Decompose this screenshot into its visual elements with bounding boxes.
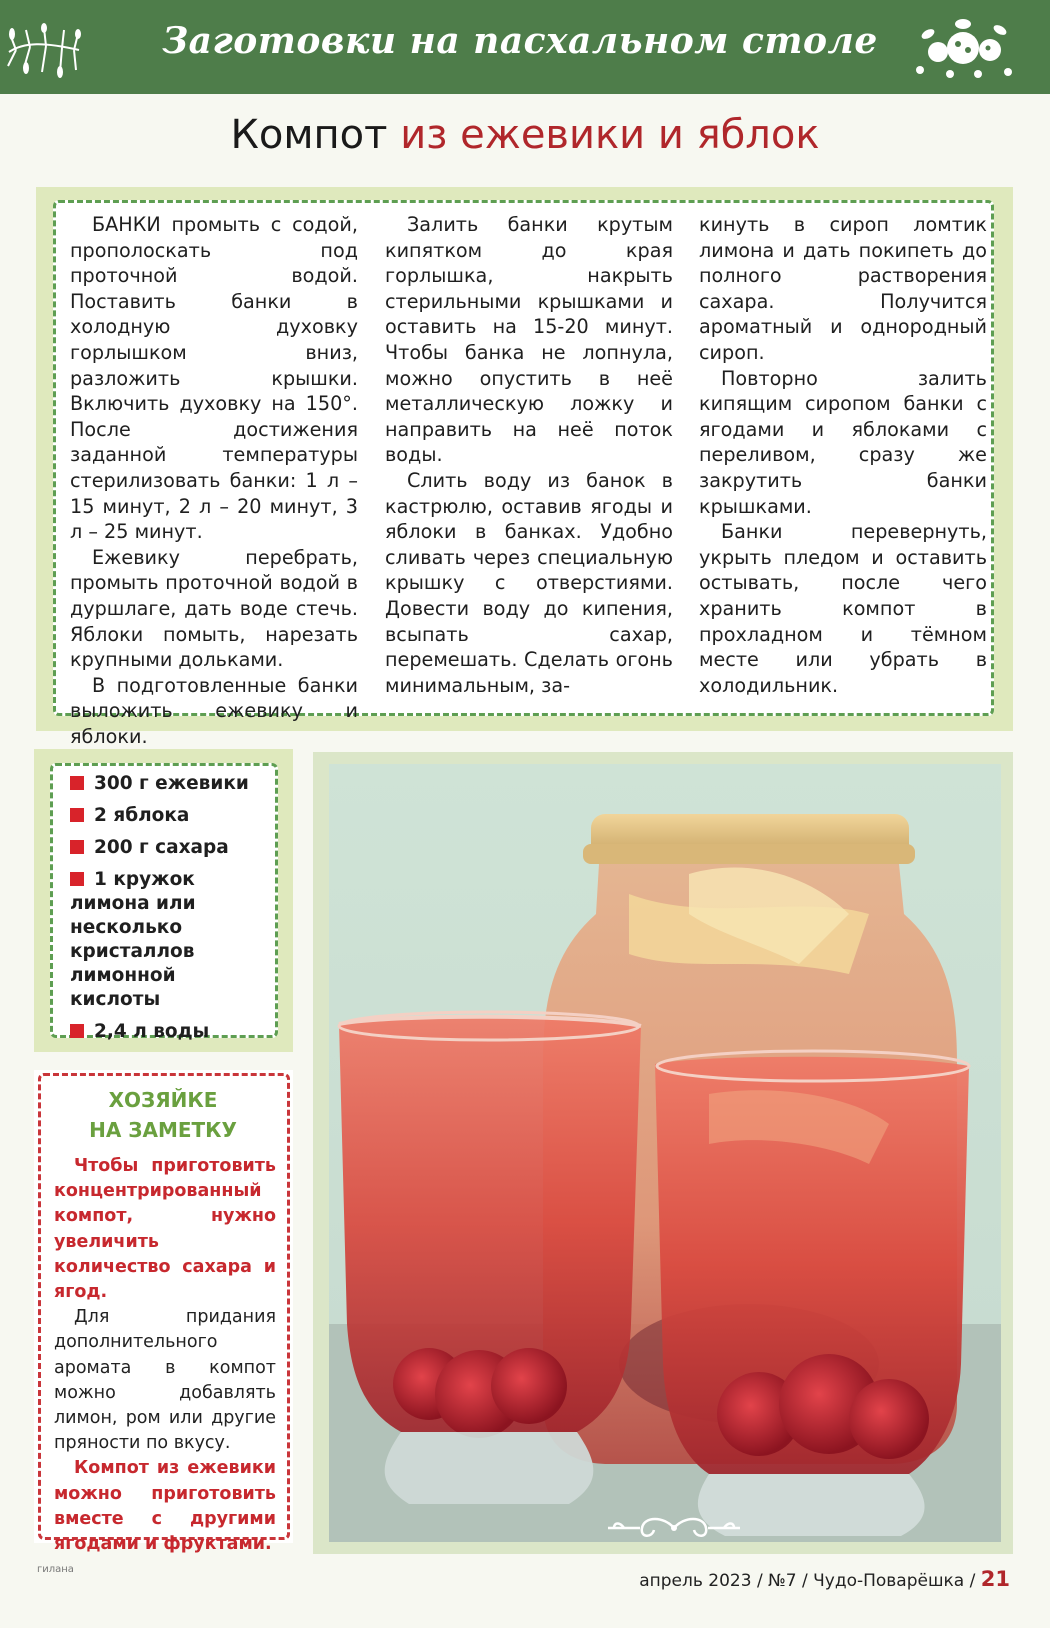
- footer-issue-text: апрель 2023 / №7 / Чудо-Поварёшка /: [639, 1571, 981, 1591]
- fruit-ornament-icon: [908, 10, 1018, 84]
- note-body: [54, 1154, 276, 1557]
- paragraph: В подготовленные банки выложить ежевику и яблоки.: [70, 673, 358, 748]
- ingredient-item: 2 яблока: [70, 804, 270, 828]
- paragraph: Повторно залить кипящим сиропом банки с ягодами и яблоками с переливом, сразу же закрутить банки крышками.: [699, 366, 987, 518]
- bullet-square-icon: [70, 1024, 84, 1038]
- page-number: 21: [980, 1567, 1010, 1591]
- bullet-square-icon: [70, 872, 84, 886]
- instructions-column-2: [385, 212, 673, 698]
- bullet-square-icon: [70, 776, 84, 790]
- note-paragraph: Компот из ежевики можно приготовить вместе с другими ягодами и фруктами.: [54, 1458, 276, 1555]
- page-footer: [639, 1567, 1010, 1591]
- instructions-column-1: [70, 212, 358, 749]
- ingredients-list: [70, 772, 270, 1052]
- paragraph: кинуть в сироп ломтик лимона и дать покипеть до полного растворения сахара. Получится ароматный и однородный сироп.: [699, 213, 987, 364]
- swirl-ornament-icon: [604, 1514, 744, 1542]
- section-title: Заготовки на пасхальном столе: [162, 20, 878, 62]
- paragraph: БАНКИ промыть с содой, прополоскать под проточной водой. Поставить банки в холодную духовку горлышком вниз, разложить крышки. Включить духовку на 150°. После достижения заданной температуры стерилизовать банки: 1 л – 15 минут, 2 л – 20 минут, 3 л – 25 минут.: [70, 213, 358, 544]
- compote-jars-image: [329, 764, 1001, 1542]
- paragraph: Залить банки крутым кипятком до края горлышка, накрыть стерильными крышками и оставить на 15-20 минут. Чтобы банка не лопнула, можно опустить в неё металлическую ложку и направить на неё поток воды.: [385, 213, 673, 467]
- recipe-title-part2: из ежевики и яблок: [400, 112, 820, 158]
- bullet-square-icon: [70, 808, 84, 822]
- note-paragraph: Чтобы приготовить концентрированный компот, нужно увеличить количество сахара и ягод.: [54, 1156, 276, 1303]
- recipe-title-part1: Компот: [230, 112, 388, 158]
- paragraph: Банки перевернуть, укрыть пледом и оставить остывать, после чего хранить компот в прохладном и тёмном месте или убрать в холодильник.: [699, 520, 987, 697]
- ingredient-item: 2,4 л воды: [70, 1020, 270, 1044]
- note-paragraph: Для придания дополнительного аромата в компот можно добавлять лимон, ром или другие пряности по вкусу.: [54, 1307, 276, 1454]
- paragraph: Ежевику перебрать, промыть проточной водой в дуршлаге, дать воде стечь. Яблоки помыть, нарезать крупными дольками.: [70, 545, 358, 672]
- recipe-title: [0, 112, 1050, 158]
- compote-photo: [329, 764, 1001, 1542]
- instructions-column-3: [699, 212, 987, 698]
- ingredient-item: 300 г ежевики: [70, 772, 270, 796]
- paragraph: Слить воду из банок в кастрюлю, оставив ягоды и яблоки в банках. Удобно сливать через специальную крышку с отверстиями. Довести воду до кипения, всыпать сахар, перемешать. Сделать огонь минимальным, за-: [385, 468, 673, 697]
- header-bar: [0, 0, 1050, 94]
- photo-credit: гилана: [37, 1564, 74, 1575]
- bullet-square-icon: [70, 840, 84, 854]
- leaf-ornament-icon: [4, 22, 84, 82]
- ingredient-item: 200 г сахара: [70, 836, 270, 860]
- note-title: ХОЗЯЙКЕ НА ЗАМЕТКУ: [89, 1088, 237, 1142]
- ingredient-item: 1 кружок лимона или несколько кристаллов лимонной кислоты: [70, 869, 196, 1010]
